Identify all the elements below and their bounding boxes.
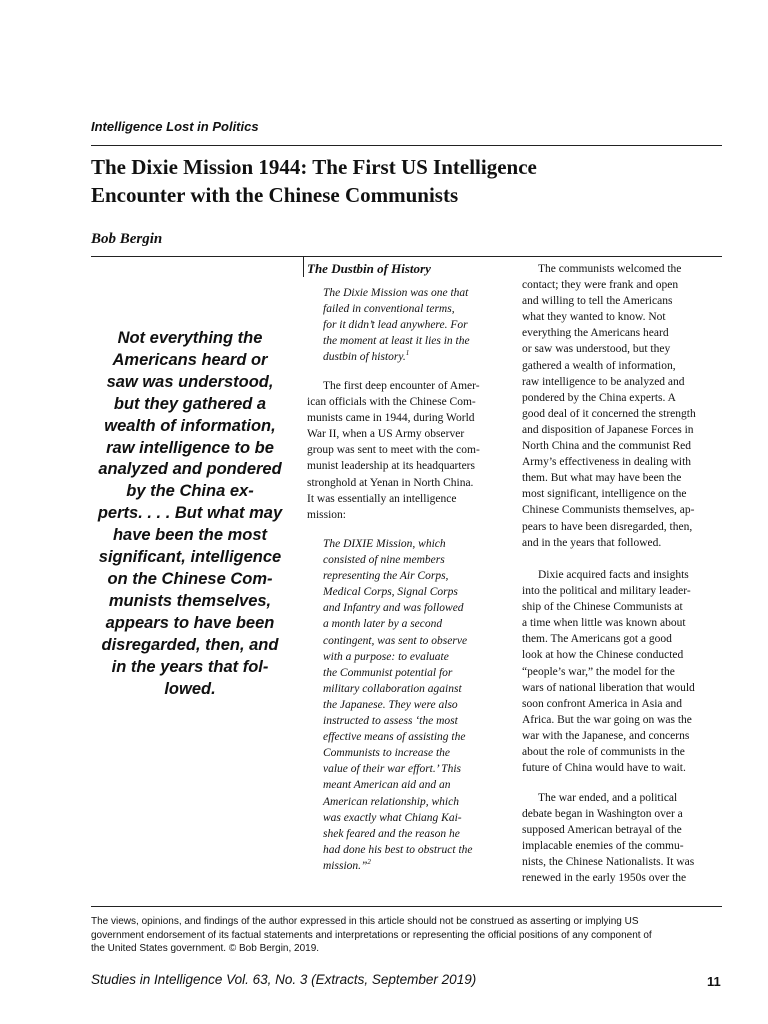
journal-citation: Studies in Intelligence Vol. 63, No. 3 (Extracts, September 2019) (91, 972, 477, 987)
title-line: Encounter with the Chinese Communists (91, 183, 459, 207)
quote-line: the moment at least it lies in the (323, 335, 470, 348)
paragraph-line: wars of national liberation that would (522, 681, 695, 694)
paragraph-line: supposed American betrayal of the (522, 824, 682, 837)
paragraph-line: look at how the Chinese conducted (522, 649, 684, 662)
quote-line: effective means of assisting the (323, 731, 466, 744)
pull-quote-line: disregarded, then, and (101, 635, 279, 654)
paragraph-line: Chinese Communists themselves, ap- (522, 504, 695, 517)
article-title (91, 153, 691, 209)
quote-line: instructed to assess ‘the most (323, 715, 458, 728)
block-quote (323, 536, 473, 874)
pull-quote-line: lowed. (164, 679, 216, 698)
author-name: Bob Bergin (91, 231, 163, 247)
quote-line: the Japanese. They were also (323, 698, 458, 711)
pull-quote-line: have been the most (112, 526, 268, 545)
pull-quote-line: by the China ex- (126, 482, 254, 501)
paragraph-line: “people’s war,” the model for the (522, 665, 675, 678)
paragraph-line: munists came in 1944, during World (307, 412, 475, 425)
quote-line: Medical Corps, Signal Corps (323, 586, 458, 599)
quote-line: contingent, was sent to observe (323, 634, 468, 647)
pull-quote-line: but they gathered a (113, 394, 267, 413)
paragraph-line: Africa. But the war going on was the (522, 713, 692, 726)
quote-line: The Dixie Mission was one that (323, 287, 469, 299)
quote-line: with a purpose: to evaluate (323, 650, 449, 663)
paragraph-line: them. But what may have been the (522, 472, 682, 485)
middle-paragraph (307, 378, 480, 523)
pull-quote (89, 328, 291, 700)
footnote-ref: 2 (367, 858, 371, 867)
pull-quote-line: in the years that fol- (111, 657, 269, 676)
paragraph-line: everything the Americans heard (522, 327, 669, 340)
paragraph-line: Army’s effectiveness in dealing with (522, 456, 692, 469)
section-label: Intelligence Lost in Politics (91, 119, 259, 134)
quote-line: military collaboration against (323, 682, 462, 695)
author-rule (91, 256, 722, 257)
paragraph-line: them. The Americans got a good (522, 633, 672, 646)
quote-line: meant American aid and an (323, 779, 451, 792)
paragraph-line: what they wanted to know. Not (522, 311, 666, 324)
paragraph-line: implacable enemies of the commu- (522, 840, 684, 853)
paragraph-line: stronghold at Yenan in North China. (307, 476, 474, 489)
quote-line: mission.”$^2$ (323, 858, 371, 872)
pull-quote-line: significant, intelligence (98, 548, 282, 567)
paragraph-line: good deal of it concerned the strength (522, 407, 696, 420)
title-line: The Dixie Mission 1944: The First US Intelligence (91, 155, 537, 179)
paragraph-line: group was sent to meet with the com- (307, 444, 480, 457)
paragraph-line: contact; they were frank and open (522, 279, 679, 292)
paragraph-line: renewed in the early 1950s over the (522, 872, 687, 885)
disclaimer-line: government endorsement of its factual statements and interpretations or representing the official positions of any component of (91, 929, 652, 941)
quote-line: value of their war effort.’ This (323, 763, 461, 776)
paragraph-line: soon confront America in Asia and (522, 697, 683, 710)
quote-line: was exactly what Chiang Kai- (323, 811, 462, 824)
quote-line: and Infantry and was followed (323, 602, 464, 615)
pull-quote-line: on the Chinese Com- (107, 569, 273, 588)
paragraph-line: and in the years that followed. (522, 536, 662, 549)
paragraph-line: It was essentially an intelligence (307, 492, 457, 505)
pull-quote-line: saw was understood, (106, 372, 274, 391)
paragraph-line: future of China would have to wait. (522, 762, 686, 775)
paragraph-line: most significant, intelligence on the (522, 488, 687, 501)
paragraph-line: The war ended, and a political (538, 792, 678, 804)
quote-line: American relationship, which (323, 795, 459, 808)
quote-line: failed in conventional terms, (323, 303, 455, 316)
paragraph-line: munist leadership at its headquarters (307, 460, 475, 473)
right-paragraph-3 (522, 790, 694, 887)
paragraph-line: pondered by the China experts. A (522, 391, 676, 404)
paragraph-line: debate began in Washington over a (522, 808, 683, 821)
disclaimer-line: The views, opinions, and findings of the author expressed in this article should not be construed as asserting or implying US (91, 916, 639, 927)
pull-quote-line: raw intelligence to be (106, 438, 274, 457)
paragraph-line: mission: (307, 508, 346, 521)
title-top-rule (91, 145, 722, 146)
paragraph-line: ship of the Chinese Communists at (522, 601, 683, 614)
epigraph-quote (323, 285, 470, 365)
paragraph-line: gathered a wealth of information, (522, 359, 676, 372)
paragraph-line: a time when little was known about (522, 617, 686, 630)
quote-line: a month later by a second (323, 618, 443, 631)
pull-quote-line: munists themselves, (108, 591, 272, 610)
footer-rule (91, 906, 722, 907)
paragraph-line: ican officials with the Chinese Com- (307, 396, 476, 409)
paragraph-line: War II, when a US Army observer (307, 428, 465, 441)
paragraph-line: pears to have been disregarded, then, (522, 520, 693, 533)
right-paragraph-2 (522, 567, 695, 776)
paragraph-line: or saw was understood, but they (522, 343, 671, 356)
page-number: 11 (707, 974, 721, 989)
disclaimer-line: the United States government. © Bob Bergin, 2019. (91, 943, 320, 954)
quote-line: dustbin of history.$^1$ (323, 349, 410, 364)
quote-line: consisted of nine members (323, 554, 445, 567)
paragraph-line: The first deep encounter of Amer- (323, 380, 480, 392)
paragraph-line: raw intelligence to be analyzed and (522, 375, 685, 388)
quote-line: shek feared and the reason he (323, 827, 460, 840)
paragraph-line: into the political and military leader- (522, 585, 691, 598)
quote-line: the Communist potential for (323, 666, 453, 679)
paragraph-line: about the role of communists in the (522, 746, 685, 759)
quote-line: Communists to increase the (323, 747, 451, 760)
paragraph-line: and willing to tell the Americans (522, 295, 673, 308)
paragraph-line: and disposition of Japanese Forces in (522, 423, 694, 436)
paragraph-line: Dixie acquired facts and insights (538, 569, 689, 581)
column-divider (303, 257, 304, 277)
quote-line: The DIXIE Mission, which (323, 538, 446, 550)
footnote-ref: 1 (405, 349, 410, 358)
paragraph-line: The communists welcomed the (538, 263, 682, 275)
pull-quote-line: wealth of information, (104, 416, 276, 435)
right-paragraph-1 (522, 261, 696, 551)
disclaimer (91, 915, 731, 956)
pull-quote-line: Americans heard or (112, 350, 268, 369)
quote-line: representing the Air Corps, (323, 570, 449, 583)
pull-quote-line: Not everything the (117, 329, 263, 347)
pull-quote-line: appears to have been (105, 613, 275, 632)
paragraph-line: war with the Japanese, and concerns (522, 729, 690, 742)
quote-line: for it didn’t lead anywhere. For (323, 319, 468, 332)
pull-quote-line: perts. . . . But what may (97, 504, 283, 523)
quote-line: had done his best to obstruct the (323, 843, 473, 856)
pull-quote-line: analyzed and pondered (98, 460, 282, 479)
paragraph-line: nists, the Chinese Nationalists. It was (522, 856, 695, 869)
subhead: The Dustbin of History (307, 261, 431, 276)
paragraph-line: North China and the communist Red (522, 440, 691, 453)
